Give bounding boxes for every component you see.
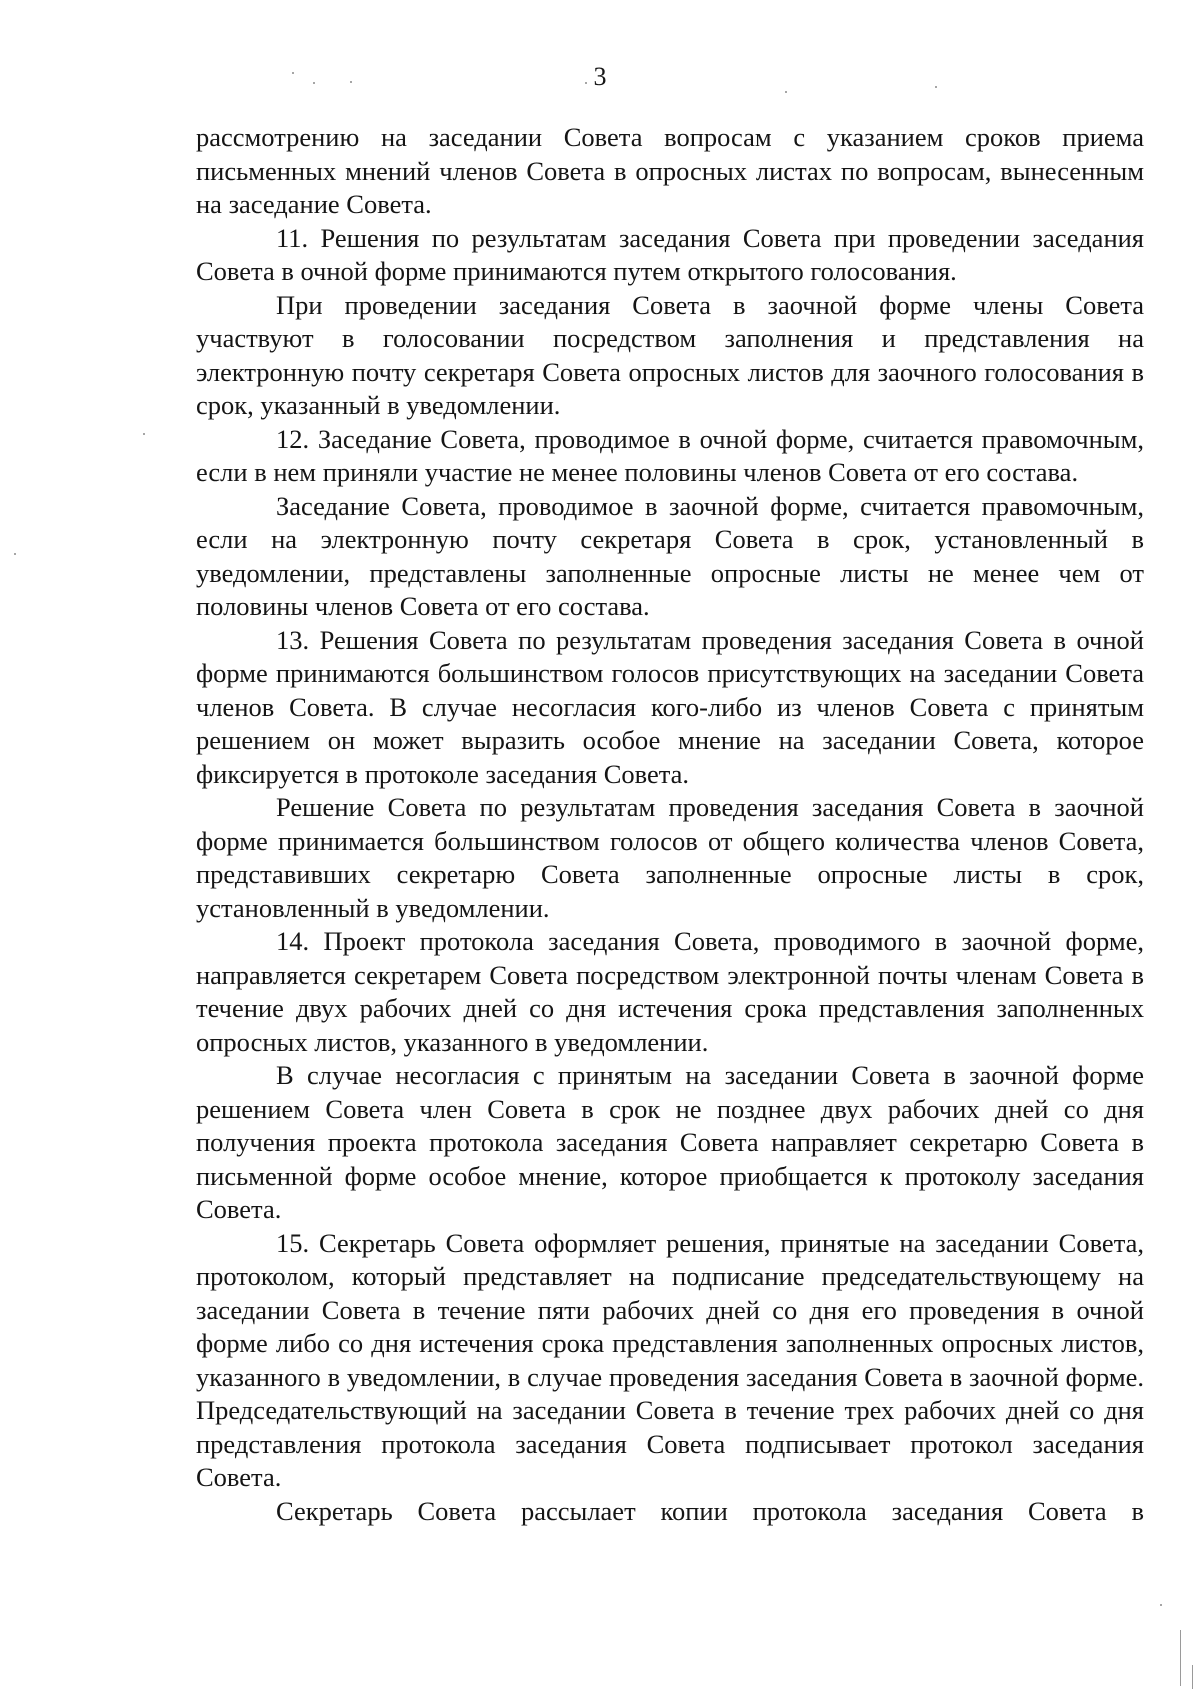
paragraph-item-15-copies: Секретарь Совета рассылает копии протокола заседания Совета в — [276, 1495, 1144, 1526]
paragraph-item-13: 13. Решения Совета по результатам проведения заседания Совета в очной форме принимаются большинством голосов присутствующих на заседании Совета членов Совета. В случае несогласия кого-либо из членов Совета с принятым решением он может выразить особое мнение на заседании Совета, которое фиксируется в протоколе заседания Совета. — [196, 624, 1144, 789]
scan-speck — [313, 82, 315, 84]
paragraph-item-12: 12. Заседание Совета, проводимое в очной форме, считается правомочным, если в нем приняли участие не менее половины членов Совета от его состава. — [196, 423, 1144, 487]
scan-speck — [143, 433, 145, 435]
paragraph-item-15: 15. Секретарь Совета оформляет решения, принятые на заседании Совета, протоколом, который представляет на подписание председательствующему на заседании Совета в течение пяти рабочих дней со дня его проведения в очной форме либо со дня истечения срока представления заполненных опросных листов, указанного в уведомлении, в случае проведения заседания Совета в заочной форме. Председательствующий на заседании Совета в течение трех рабочих дней со дня представления протокола заседания Совета подписывает протокол заседания Совета. — [196, 1227, 1144, 1492]
scan-speck — [292, 72, 294, 74]
scan-speck — [1160, 1604, 1162, 1606]
scan-speck — [350, 81, 352, 83]
paragraph-item-14-dissent: В случае несогласия с принятым на заседании Совета в заочной форме решением Совета член Совета в срок не позднее двух рабочих дней со дня получения проекта протокола заседания Совета направляет секретарю Совета в письменной форме особое мнение, которое приобщается к протоколу заседания Совета. — [196, 1060, 1144, 1224]
paragraph-continuation: рассмотрению на заседании Совета вопросам с указанием сроков приема письменных мнений членов Совета в опросных листах по вопросам, вынесенным на заседание Совета. — [196, 122, 1144, 219]
page-number: 3 — [593, 62, 607, 91]
scan-edge-mark — [1192, 1665, 1193, 1689]
scan-speck — [585, 82, 587, 84]
scan-edge-mark — [1180, 1630, 1181, 1686]
scan-speck — [14, 553, 16, 555]
scan-speck — [785, 91, 787, 93]
paragraph-item-12-remote-quorum: Заседание Совета, проводимое в заочной форме, считается правомочным, если на электронную почту секретаря Совета в срок, установленный в уведомлении, представлены заполненные опросные листы не менее чем от половины членов Совета от его состава. — [196, 490, 1144, 621]
paragraph-item-14: 14. Проект протокола заседания Совета, проводимого в заочной форме, направляется секретарем Совета посредством электронной почты членам Совета в течение двух рабочих дней со дня истечения срока представления заполненных опросных листов, указанного в уведомлении. — [196, 926, 1144, 1057]
paragraph-item-11: 11. Решения по результатам заседания Совета при проведении заседания Совета в очной форме принимаются путем открытого голосования. — [196, 222, 1144, 286]
document-body — [196, 121, 1144, 1528]
paragraph-item-11-remote-voting: При проведении заседания Совета в заочной форме члены Совета участвуют в голосовании посредством заполнения и представления на электронную почту секретаря Совета опросных листов для заочного голосования в срок, указанный в уведомлении. — [196, 289, 1144, 420]
scan-speck — [935, 86, 937, 88]
paragraph-item-13-remote-decision: Решение Совета по результатам проведения заседания Совета в заочной форме принимается большинством голосов от общего количества членов Совета, представивших секретарю Совета заполненные опросные листы в срок, установленный в уведомлении. — [196, 792, 1144, 923]
